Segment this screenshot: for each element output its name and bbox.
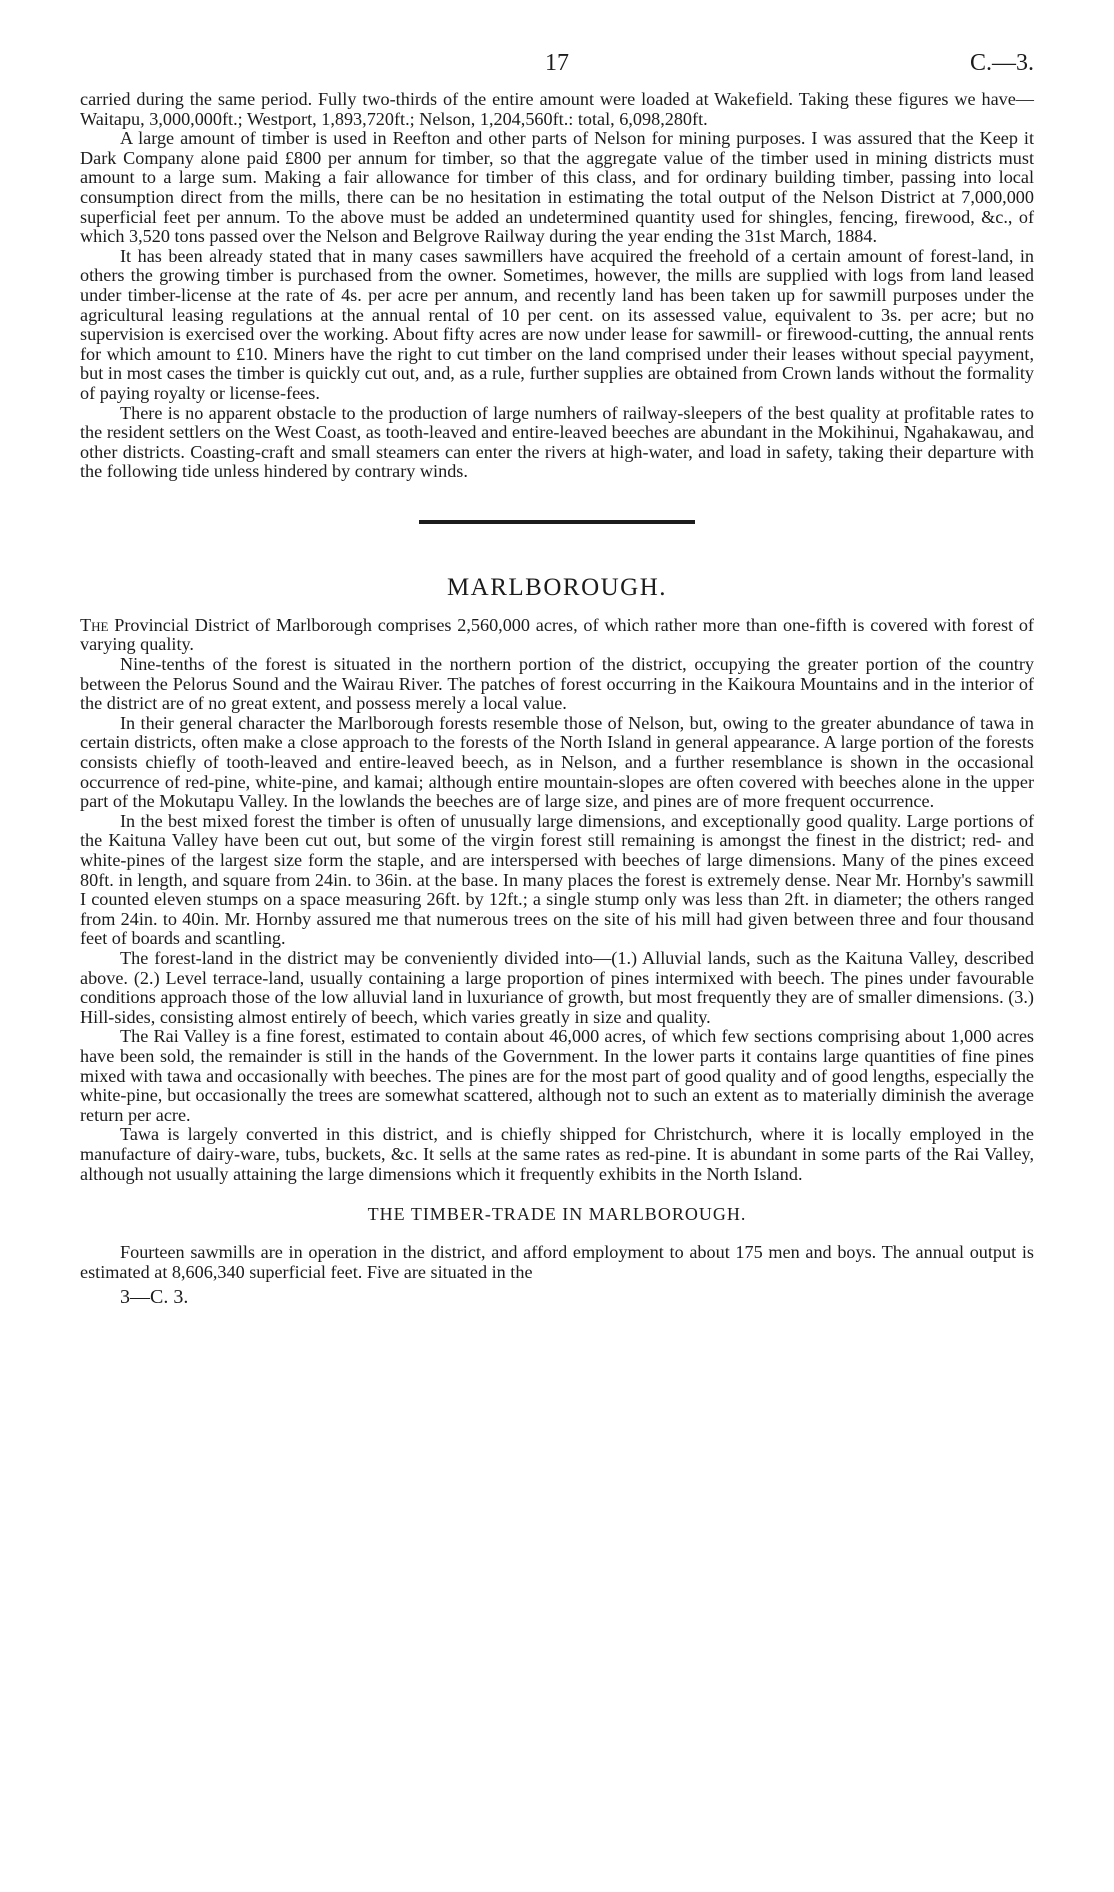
paragraph: Tawa is largely converted in this district, and is chiefly shipped for Christchurch, where it is locally employed in the manufacture of dairy-ware, tubs, buckets, &c. It sells at the same rates as red-pine. It is abundant in some parts of the Rai Valley, although not usually attaining the large dimensions which it frequently exhibits in the North Island. <box>80 1124 1034 1184</box>
marlborough-section <box>80 574 1034 1184</box>
paragraph: It has been already stated that in many cases sawmillers have acquired the freehold of a certain amount of forest-land, in others the growing timber is purchased from the owner. Sometimes, however, the mills are supplied with logs from land leased under timber-license at the rate of 4s. per acre per annum, and recently land has been taken up for sawmill purposes under the agricultural leasing regulations at the annual rental of 10 per cent. on its assessed value, equivalent to 3s. per acre; but no supervision is exercised over the working. About fifty acres are now under lease for sawmill- or firewood-cutting, the annual rents for which amount to £10. Miners have the right to cut timber on the land comprised under their leases without special payyment, but in most cases the timber is quickly cut out, and, as a rule, further supplies are obtained from Crown lands without the formality of paying royalty or license-fees. <box>80 245 1034 403</box>
document-page <box>80 50 1034 1309</box>
document-reference: C.—3. <box>969 50 1034 76</box>
subsection-title: THE TIMBER-TRADE IN MARLBOROUGH. <box>367 1204 747 1225</box>
paragraph: The forest-land in the district may be conveniently divided into—(1.) Alluvial lands, such as the Kaituna Valley, described above. (2.) Level terrace-land, usually containing a large proportion of pines intermixed with beech. The pines under favourable conditions approach those of the low alluvial land in luxuriance of growth, but most frequently they are of smaller dimensions. (3.) Hill-sides, consisting almost entirely of beech, which varies greatly in size and quality. <box>80 947 1034 1027</box>
timber-trade-section <box>80 1204 1034 1282</box>
paragraph: In the best mixed forest the timber is often of unusually large dimensions, and exceptionally good quality. Large portions of the Kaituna Valley have been cut out, but some of the virgin forest still remaining is amongst the finest in the district; red- and white-pines of the largest size form the staple, and are interspersed with beeches of large dimensions. Many of the pines exceed 80ft. in length, and square from 24in. to 36in. at the base. In many places the forest is extremely dense. Near Mr. Hornby's sawmill I counted eleven stumps on a space measuring 26ft. by 12ft.; a single stump only was less than 2ft. in diameter; the others ranged from 24in. to 40in. Mr. Hornby assured me that numerous trees on the site of his mill had given between three and four thousand feet of boards and scantling. <box>80 810 1034 949</box>
signature-mark: 3—C. 3. <box>120 1286 189 1309</box>
section-divider <box>419 520 695 524</box>
paragraph: Fourteen sawmills are in operation in the district, and afford employment to about 175 men and boys. The annual output is estimated at 8,606,340 superficial feet. Five are situated in the <box>80 1242 1034 1282</box>
page-header <box>80 50 1034 90</box>
section-title: MARLBOROUGH. <box>446 573 668 601</box>
paragraph: There is no apparent obstacle to the production of large numhers of railway-sleepers of the best quality at profitable rates to the resident settlers on the West Coast, as tooth-leaved and entire-leaved beeches are abundant in the Mokihinui, Ngahakawau, and other districts. Coasting-craft and small steamers can enter the rivers at high-water, and load in safety, taking their departure with the following tide unless hindered by contrary winds. <box>80 402 1034 482</box>
paragraph: In their general character the Marlborough forests resemble those of Nelson, but, owing to the greater abundance of tawa in certain districts, often make a close approach to the forests of the North Island in general appearance. A large portion of the forests consists chiefly of tooth-leaved and entire-leaved beech, as in Nelson, and a further resemblance is shown in the occasional occurrence of red-pine, white-pine, and kamai; although entire mountain-slopes are often covered with beeches alone in the upper part of the Mokutapu Valley. In the lowlands the beeches are of large size, and pines are of more frequent occurrence. <box>80 712 1034 812</box>
page-number: 17 <box>545 50 569 76</box>
paragraph: The Rai Valley is a fine forest, estimated to contain about 46,000 acres, of which few sections comprising about 1,000 acres have been sold, the remainder is still in the hands of the Government. In the lower parts it contains large quantities of fine pines mixed with tawa and occasionally with beeches. The pines are for the most part of good quality and of good lengths, especially the white-pine, but occasionally the trees are somewhat scattered, although not to such an extent as to materially diminish the average return per acre. <box>80 1026 1034 1125</box>
paragraph-text: Provincial District of Marlborough comprises 2,560,000 acres, of which rather more than one-fifth is covered with forest of varying quality. <box>80 614 1034 655</box>
nelson-section <box>80 90 1034 482</box>
paragraph <box>80 616 1034 655</box>
paragraph: A large amount of timber is used in Reefton and other parts of Nelson for mining purposes. I was assured that the Keep it Dark Company alone paid £800 per annum for timber, so that the aggregate value of the timber used in mining districts must amount to a large sum. Making a fair allowance for timber of this class, and for ordinary building timber, passing into local consumption direct from the mills, there can be no hesitation in estimating the total output of the Nelson District at 7,000,000 superficial feet per annum. To the above must be added an undetermined quantity used for shingles, fencing, firewood, &c., of which 3,520 tons passed over the Nelson and Belgrove Railway during the year ending the 31st March, 1884. <box>80 128 1034 247</box>
paragraph: carried during the same period. Fully two-thirds of the entire amount were loaded at Wakefield. Taking these figures we have—Waitapu, 3,000,000ft.; Westport, 1,893,720ft.; Nelson, 1,204,560ft.: total, 6,098,280ft. <box>80 89 1034 129</box>
lead-word: The <box>80 614 109 635</box>
paragraph: Nine-tenths of the forest is situated in the northern portion of the district, occupying the greater portion of the country between the Pelorus Sound and the Wairau River. The patches of forest occurring in the Kaikoura Mountains and in the interior of the district are of no great extent, and possess merely a local value. <box>80 654 1034 714</box>
